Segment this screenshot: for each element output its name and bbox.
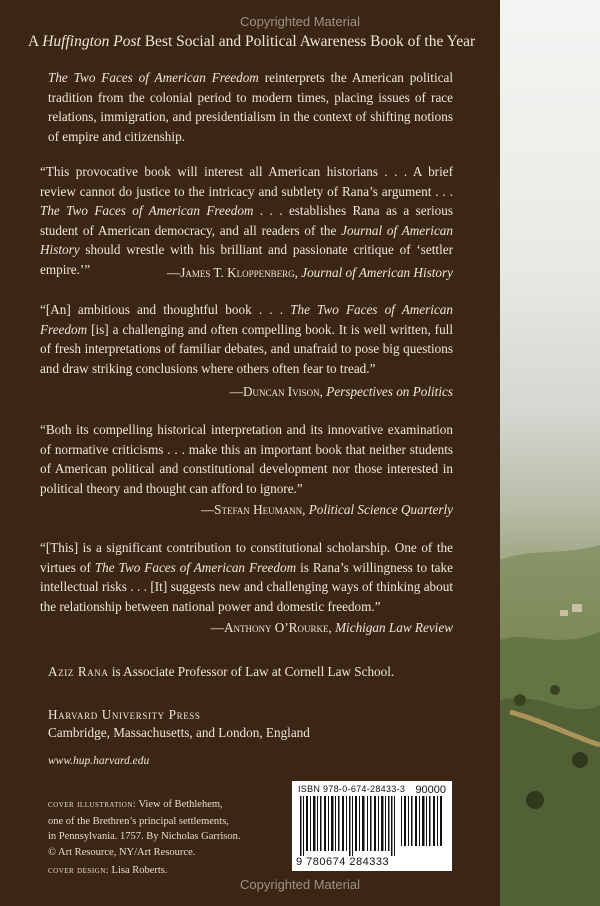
cover-designer-name: Lisa Roberts. [108,865,168,876]
cover-illustration-line1: View of Bethlehem, [136,799,223,810]
author-bio-text: is Associate Professor of Law at Cornell Law School. [108,664,395,679]
author-bio [48,662,468,682]
review-attribution-1 [100,265,453,281]
isbn-text: ISBN 978-0-674-28433-3 [298,784,406,794]
review-quote-4 [40,538,453,616]
review-attribution-4 [100,620,453,636]
description-book-title: The Two Faces of American Freedom [48,70,259,85]
cover-illustration-label: cover illustration: [48,800,137,810]
award-suffix: Best Social and Political Awareness Book of the Year [140,33,476,50]
review-2-source: Perspectives on Politics [326,384,453,399]
review-3-text: “Both its compelling historical interpretation and its innovative examination of normative criticisms . . . make this an important book that neither students of American political and constitutional development nor those interested in political theory and thought can afford to ignore.” [40,422,453,496]
review-attribution-3 [100,502,453,518]
review-1-text-b: . . . establishes Rana as a serious student of American democracy, and all readers of the [40,203,453,238]
review-1-book-title: The Two Faces of American Freedom [40,203,254,218]
award-line [28,33,498,51]
cover-design-label: cover design: [48,866,109,876]
review-2-book-title: The Two Faces of American Freedom [40,302,453,337]
landscape-painting [500,0,600,906]
review-1-source: Journal of American History [301,265,453,280]
cover-illustration-credit [48,797,240,860]
review-3-reviewer: —Stefan Heumann, [200,502,306,517]
review-attribution-2 [100,384,453,400]
review-2-text-b: [is] a challenging and often compelling book. It is well written, full of fresh interpretations of familiar debates, and unafraid to pose big questions and draw striking conclusions where others often fear to tread.” [40,321,453,376]
review-2-text-a: “[An] ambitious and thoughtful book . . . [40,302,291,317]
review-1-reviewer: —James T. Kloppenberg, [167,265,298,280]
review-1-journal: Journal of American History [40,222,453,257]
description-text: reinterprets the American political tradition from the colonial period to modern times, placing issues of race relations, immigration, and presidentialism in the context of shifting notions of empire and citizenship. [48,70,453,144]
review-1-text-a: “This provocative book will interest all American historians . . . A brief review cannot do justice to the intricacy and subtlety of Rana’s argument . . . [40,164,453,199]
isbn-barcode [292,781,452,871]
book-description [48,68,453,146]
cover-illustration-line3: in Pennsylvania. 1757. By Nicholas Garrison. [48,831,241,842]
review-4-book-title: The Two Faces of American Freedom [94,559,297,575]
review-4-text-a: “[This] is a significant contribution to constitutional scholarship. One of the virtues of [40,540,453,575]
isbn-label [298,784,405,794]
cover-illustration-line2: one of the Brethren’s principal settlements, [48,815,229,827]
review-4-reviewer: —Anthony O’Rourke, [210,620,332,635]
author-name: Aziz Rana [48,664,109,679]
award-publication: Huffington Post [42,33,141,50]
publisher-url[interactable]: www.hup.harvard.edu [48,755,150,767]
price-code: 90000 [415,784,446,796]
review-1-text-c: should wrestle with his brilliant and passionate critique of ‘settler empire.’” [40,242,453,277]
barcode-digits: 9 780674 284333 [296,856,390,868]
cover-illustration-line4: © Art Resource, NY/Art Resource. [48,846,196,858]
review-4-text-b: is Rana’s willingness to take intellectual risks . . . [It] suggests new and challenging ways of thinking about the relationship between national power and domestic freedom.” [40,559,453,614]
review-quote-1 [40,162,453,279]
award-prefix: A [28,33,43,50]
review-quote-2 [40,300,453,378]
barcode-bars-icon [298,796,446,856]
publisher-location: Cambridge, Massachusetts, and London, England [48,725,310,740]
review-2-reviewer: —Duncan Ivison, [229,384,323,399]
review-quote-3 [40,420,453,498]
review-3-source: Political Science Quarterly [308,502,453,517]
watermark-top: Copyrighted Material [240,14,360,29]
watermark-bottom: Copyrighted Material [240,877,360,892]
publisher-name: Harvard University Press [48,707,201,722]
review-4-source: Michigan Law Review [335,620,453,635]
